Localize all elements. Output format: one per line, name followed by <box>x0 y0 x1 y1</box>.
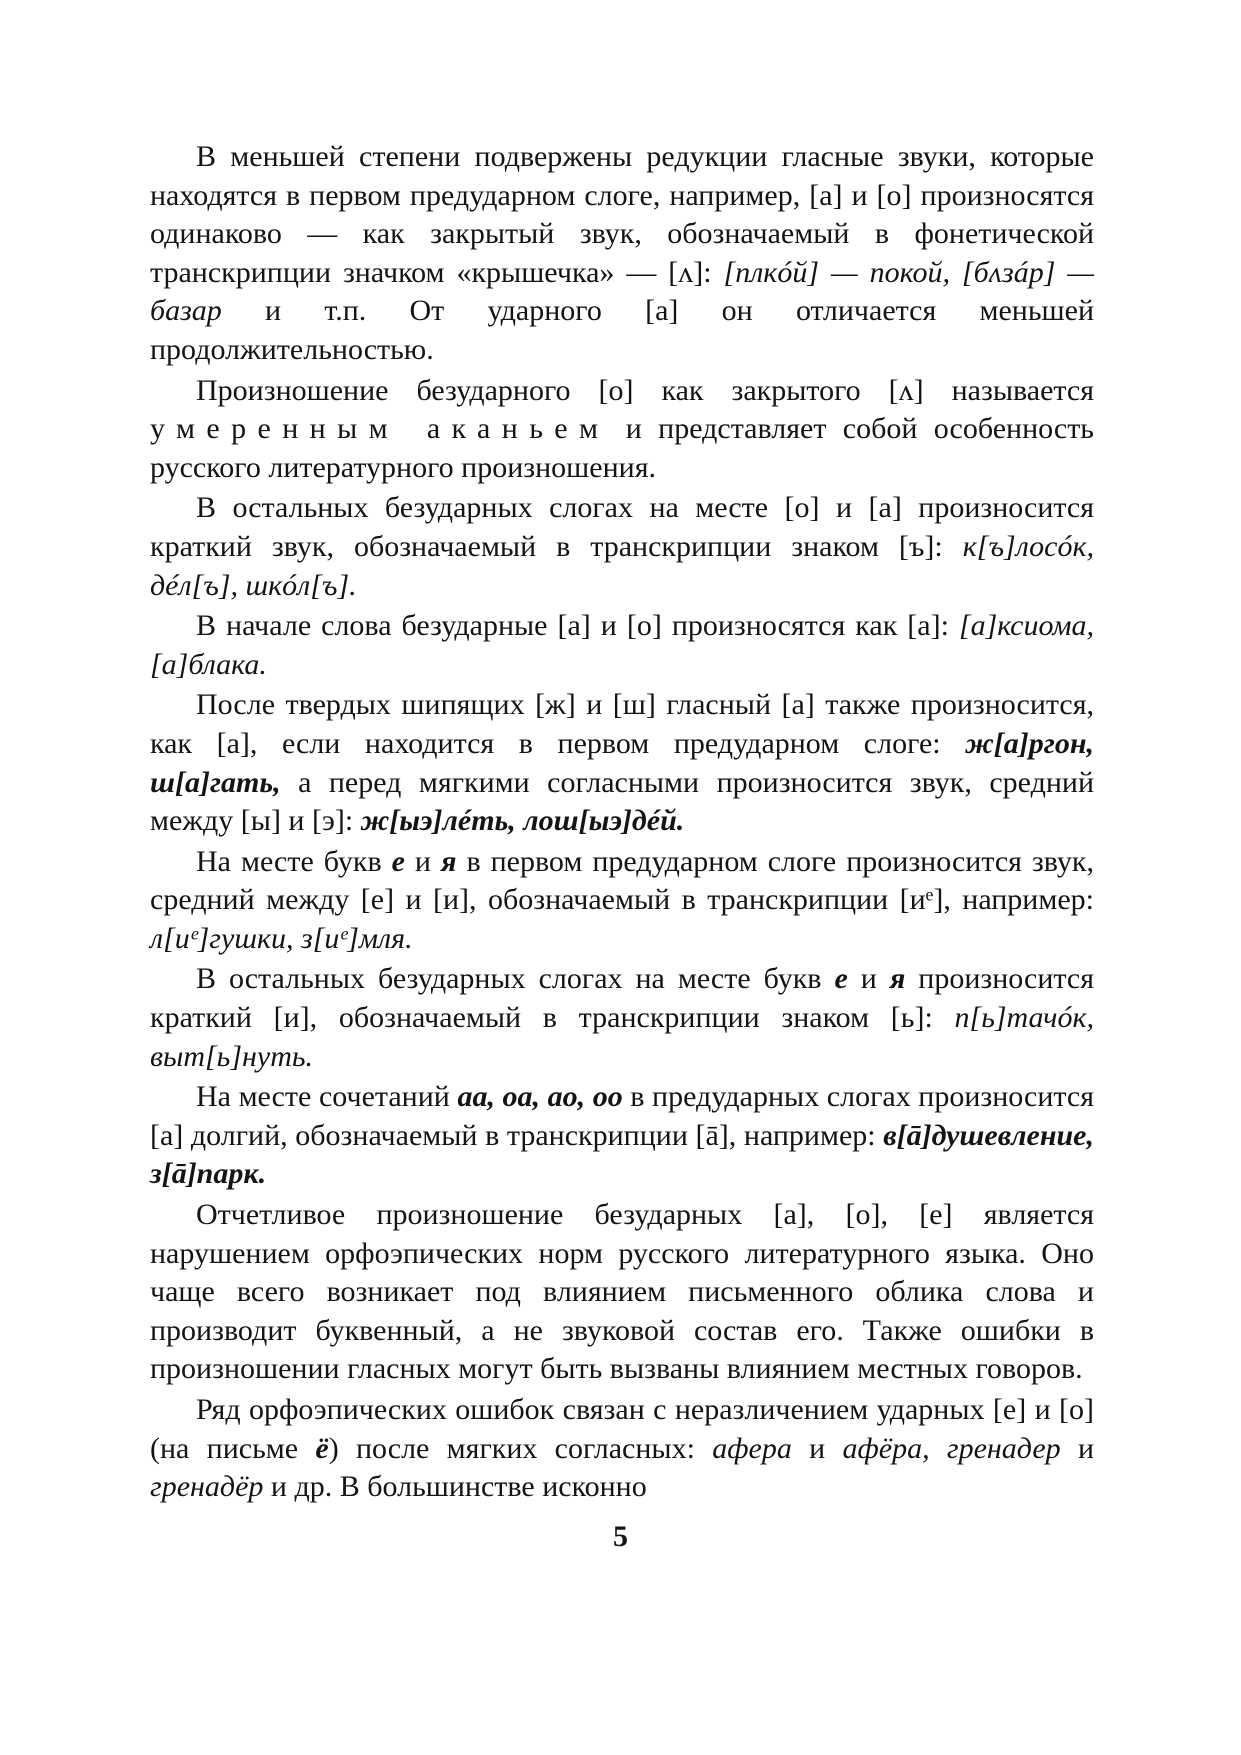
example-text: я <box>889 962 906 996</box>
paragraph <box>150 686 1094 840</box>
example-text: аа, оа, ао, оо <box>457 1080 623 1114</box>
example-text: к[ъ]лосóк, дéл[ъ], шкóл[ъ]. <box>150 529 1094 602</box>
paragraph <box>150 138 1094 370</box>
example-text: [а]ксиома, [а]блака. <box>150 609 1094 681</box>
paragraph-text: произносится краткий [и], обозначаемый в транскрипции знаком [ь]: <box>150 962 1095 1035</box>
paragraph <box>150 960 1094 1076</box>
example-text: п[ь]тачóк, выт[ь]нуть. <box>150 1001 1094 1073</box>
paragraph-text: и представляет собой особенность русского литературного произношения. <box>150 412 1094 484</box>
example-text: е <box>391 844 405 878</box>
paragraph-text: и <box>1060 1431 1095 1465</box>
paragraph-text: В меньшей степени подвержены редукции гласные звуки, которые находятся в первом предударном слоге, например, [а] и [о] произносятся одинаково — как закрытый звук, обозначаемый в фонетической транскрипции значком «крышечка» — [ʌ]: <box>150 140 1094 289</box>
paragraph <box>150 1196 1094 1389</box>
example-text: ж[ыэ]лéть, лош[ыэ]дéй. <box>360 804 685 838</box>
paragraph-text: и <box>404 844 441 878</box>
paragraph-text: Отчетливое произношение безударных [а], [о], [е] является нарушением орфоэпических норм русского литературного языка. Оно чаще всего возникает под влиянием письменного облика слова и производит буквенный, а не звуковой состав его. Также ошибки в произношении гласных могут быть вызваны влиянием местных говоров. <box>150 1198 1094 1386</box>
paragraph-text: ) после мягких согласных: <box>328 1431 713 1465</box>
example-text: умеренным аканьем <box>150 412 610 446</box>
paragraph-text: и т.п. От ударного [а] он отличается меньшей продолжительностью. <box>150 294 1094 366</box>
paragraph-text: На месте сочетаний <box>196 1080 458 1114</box>
example-text: е <box>834 962 848 996</box>
paragraph-text: и др. В большинстве исконно <box>263 1470 647 1504</box>
example-text: афёра, гренадер <box>842 1431 1061 1465</box>
paragraph <box>150 843 1094 959</box>
paragraph-text: в предударных слогах произносится [а] долгий, обозначаемый в транскрипции [ā], например: <box>150 1080 1095 1152</box>
paragraph <box>150 1078 1094 1194</box>
example-text: [плкóй] — покой, [бʌзáр] — базар <box>150 255 1094 328</box>
paragraph-text: а перед мягкими согласными произносится звук, средний между [ы] и [э]: <box>150 765 1094 838</box>
example-text: гренадёр <box>150 1470 264 1504</box>
paragraph <box>150 372 1094 488</box>
paragraph-text: в первом предударном слоге произносится звук, средний между [е] и [и], обозначаемый в транскрипции [иᵉ], например: <box>150 844 1094 917</box>
paragraph-text: Ряд орфоэпических ошибок связан с неразличением ударных [е] и [о] (на письме <box>150 1393 1094 1465</box>
paragraph-text: На месте букв <box>196 844 392 878</box>
paragraph-text: В начале слова безударные [а] и [о] произносятся как [а]: <box>196 609 959 643</box>
page-number: 5 <box>613 1520 628 1553</box>
paragraph-text: Произношение безударного [о] как закрытого [ʌ] называется <box>196 373 1094 407</box>
example-text: афера <box>712 1431 792 1465</box>
paragraph <box>150 607 1094 684</box>
paragraph <box>150 489 1094 605</box>
paragraph <box>150 1391 1094 1507</box>
paragraph-text: После твердых шипящих [ж] и [ш] гласный [а] также произносится, как [а], если находится в первом предударном слоге: <box>150 688 1094 760</box>
paragraph-text: В остальных безударных слогах на месте букв <box>196 962 835 996</box>
example-text: я <box>440 844 457 878</box>
paragraph-text: и <box>847 962 890 996</box>
example-text: в[ā]душевление, з[ā]парк. <box>150 1118 1094 1191</box>
example-text: ж[а]ргон, ш[а]гать, <box>150 726 1094 799</box>
body-text <box>150 138 1094 1507</box>
paragraph-text: и <box>791 1431 843 1465</box>
example-text: л[иᵉ]гушки, з[иᵉ]мля. <box>150 921 413 955</box>
paragraph-text: В остальных безударных слогах на месте [о] и [а] произносится краткий звук, обозначаемый в транскрипции знаком [ъ]: <box>150 491 1094 563</box>
example-text: ё <box>315 1431 329 1465</box>
